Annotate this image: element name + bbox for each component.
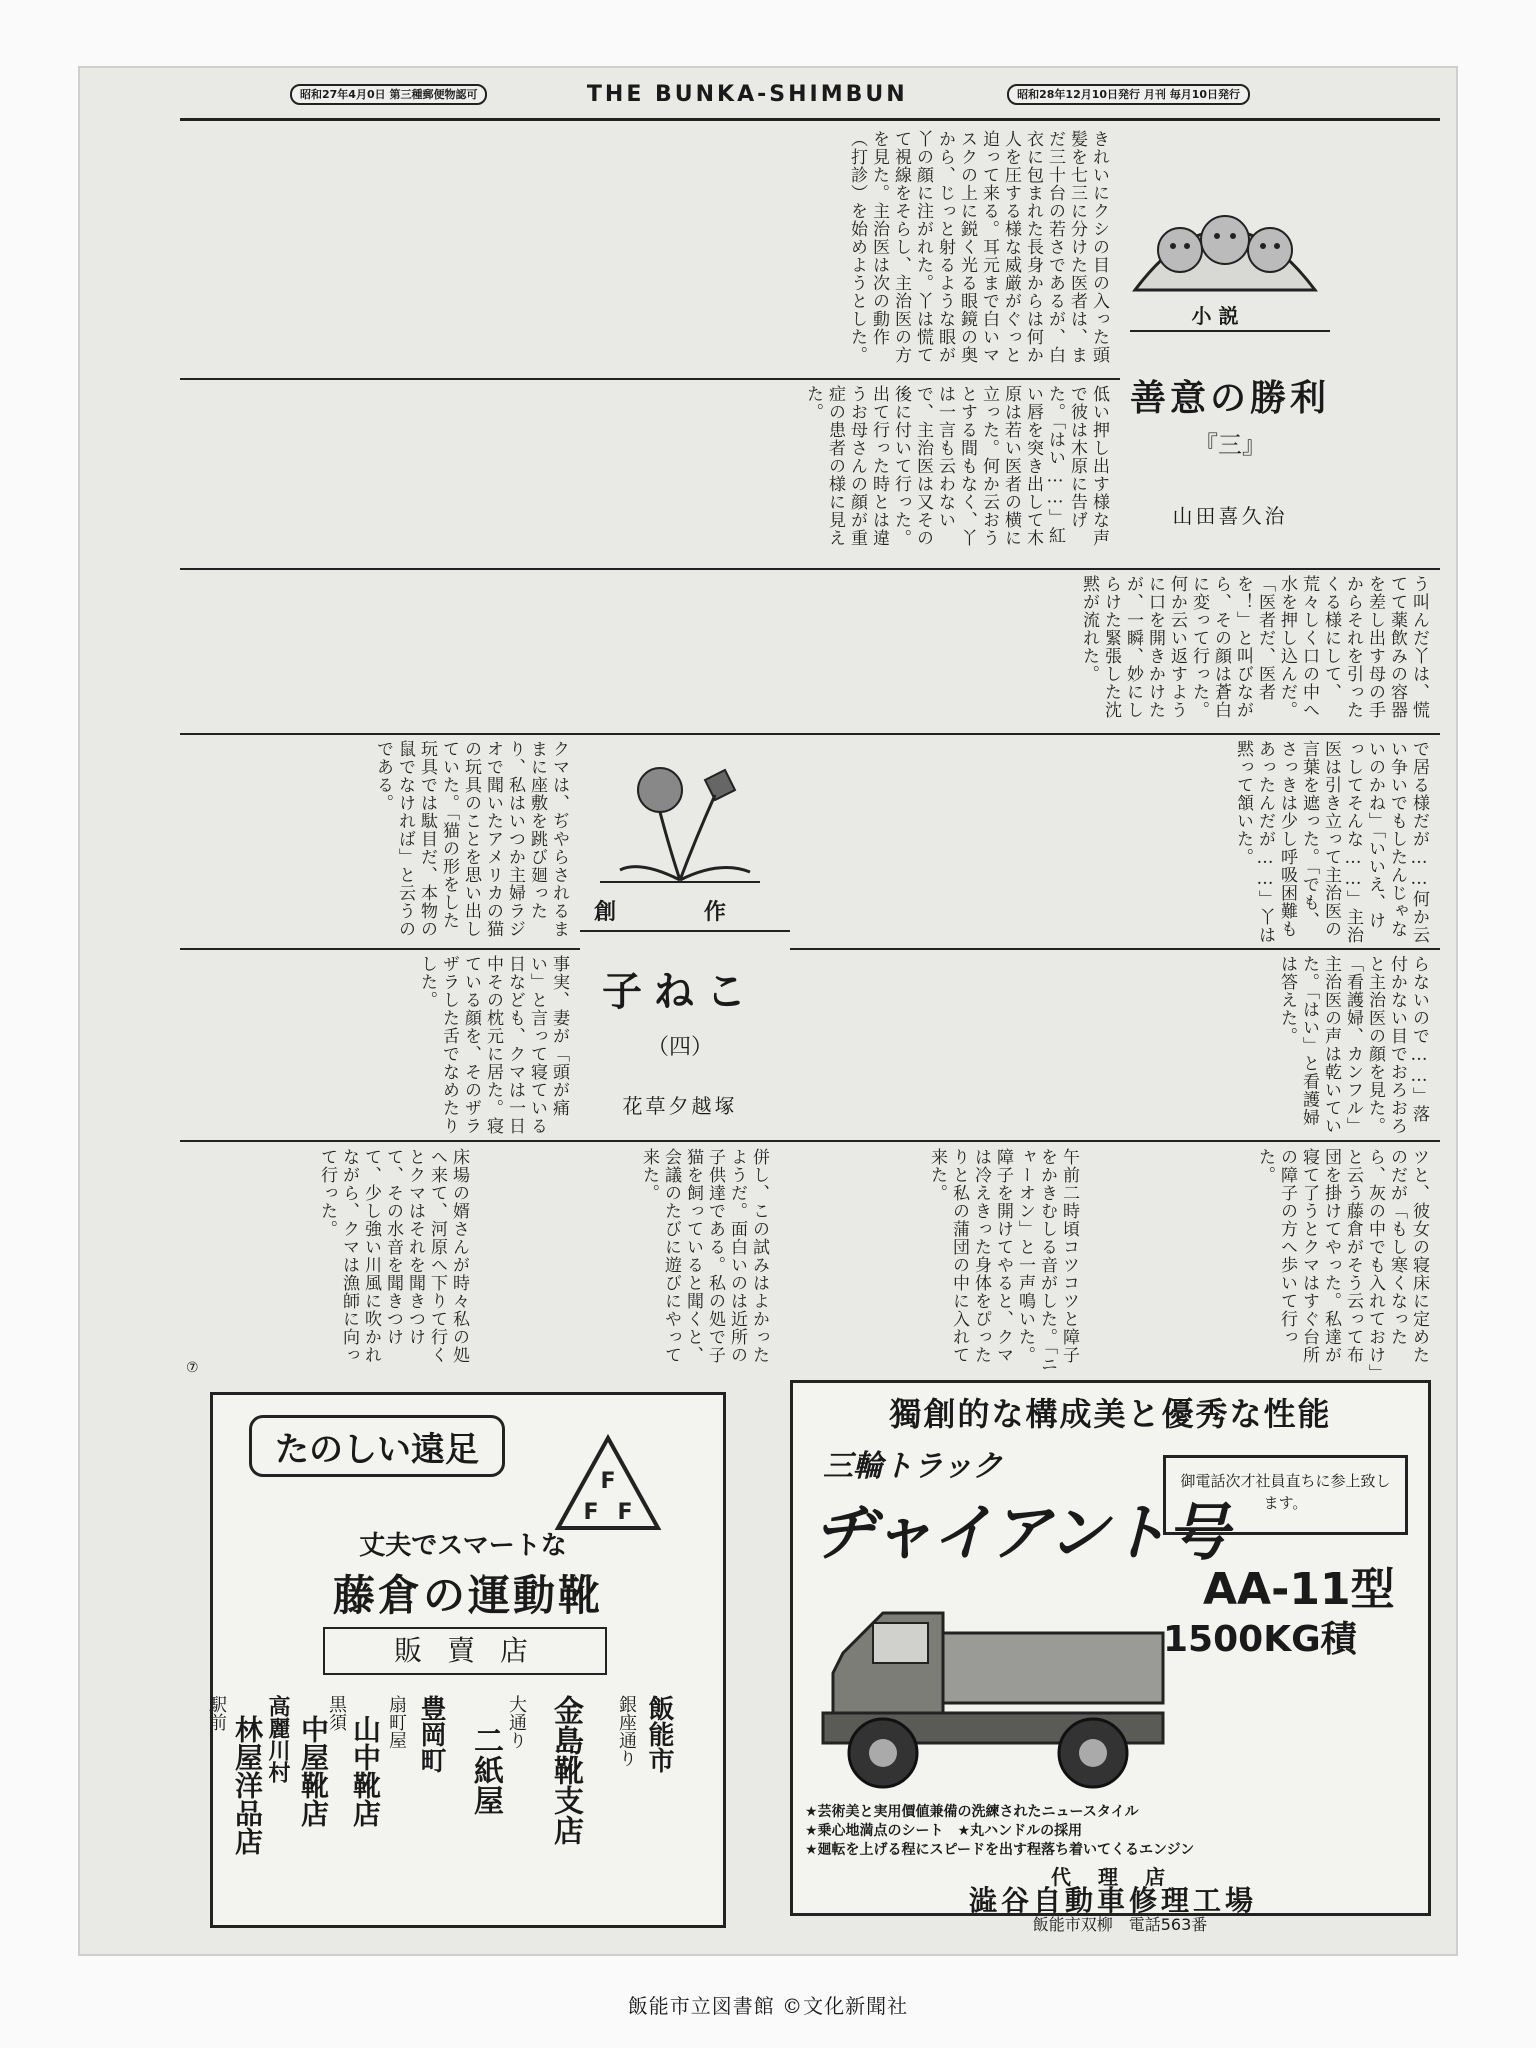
ad-left-headline: たのしい遠足: [249, 1415, 505, 1477]
column-rule: [180, 568, 1440, 570]
store-name: 山中靴店: [349, 1715, 382, 1827]
masthead-left-box: 昭和27年4月0日 第三種郵便物認可: [290, 84, 487, 105]
story2-part: （四）: [646, 1035, 713, 1060]
svg-text:F: F: [583, 1500, 599, 1525]
ad-right-model: AA-11型: [1203, 1564, 1395, 1615]
story2-title-rule: [580, 930, 790, 932]
story1-column-row-2: 低い押し出す様な声で彼は木原に告げた。「はい……」紅い唇を突き出して木原は若い医者の横に立った。何か云おうとする間もなく、丫は一言も云わないで、主治医は又その後に付いて行った。出て行った時とは違うお母さんの顔が重症の患者の様に見えた。: [803, 385, 1109, 547]
flower-illustration: [580, 750, 780, 890]
store-name: 二紙屋: [468, 1725, 503, 1815]
store-area: 高麗川村: [265, 1695, 291, 1783]
svg-text:F: F: [600, 1469, 616, 1494]
store-name: 林屋洋品店: [231, 1715, 264, 1855]
story1-column-row-4: で居る様だが……何か云い争いでもしたんじゃないのかね」「いいえ、けっしてそんな……」主治医は引き立って主治医の言葉を遮った。「でも、さっきは少し呼吸困難もあったんだが……」丫は黙って頷いた。: [1233, 740, 1429, 944]
masthead-title: THE BUNKA-SHIMBUN: [586, 81, 908, 107]
story2-author: 花草夕越塚: [622, 1094, 738, 1118]
story2-section-label: 創 作: [594, 899, 766, 925]
story1-column-row-3: う叫んだ丫は、慌てて薬飲みの容器を差し出す母の手からそれを引ったくる様にして、荒々しく口の中へ水を押し込んだ。「医者だ、医者を！」と叫びながら、その顔は蒼白に変って行った。何か云い返すように口を開きかけたが、一瞬、妙にしらけた緊張した沈黙が流れた。: [1079, 575, 1429, 719]
fff-logo-icon: [553, 1433, 663, 1533]
feature-line: ★芸術美と実用價値兼備の洗練されたニュースタイル: [805, 1804, 1139, 1820]
column-rule: [180, 733, 1440, 735]
ad-right-address: 飯能市双柳 電話563番: [1032, 1915, 1208, 1934]
svg-text:F: F: [617, 1500, 633, 1525]
ad-right-agent-label: 代 理 店: [1051, 1865, 1175, 1889]
store-area: 豊岡町: [416, 1695, 446, 1773]
ad-left-product: 藤倉の運動靴: [332, 1571, 603, 1620]
ad-fujikura-shoes: [206, 1392, 726, 1928]
ad-right-features: [805, 1803, 1415, 1860]
store-area: 大通り: [506, 1695, 527, 1749]
column-rule: [180, 1140, 1440, 1142]
story1-section-label: 小 説: [1191, 304, 1239, 328]
store-area: 銀座通り: [616, 1695, 637, 1767]
story2-column-row-5: 床場の婿さんが時々私の処へ来て、河原へ下りて行くとクマはそれを聞きつけて、その水音を聞きつけて、少し強い川風に吹かれながら、クマは漁師に向って行った。: [317, 1148, 469, 1364]
store-area: 扇町屋: [386, 1695, 407, 1749]
ad-giant-truck: [790, 1380, 1431, 1916]
store-area: 黒須: [326, 1695, 347, 1731]
ad-right-phone-note: 御電話次才社員直ちに参上致します。: [1163, 1455, 1408, 1535]
ad-right-agent-name: 澁谷自動車修理工場: [968, 1884, 1257, 1917]
story1-author: 山田喜久治: [1172, 504, 1288, 528]
story1-part: 『三』: [1194, 431, 1266, 459]
feature-line: ★乗心地満点のシート ★丸ハンドルの採用: [805, 1823, 1083, 1839]
story2-column-row-3: 午前二時頃コツコツと障子をかきむしる音がした。「ニャーオン」と一声鳴いた。障子を開けてやると、クマは冷えきった身体をぴったりと私の蒲団の中に入れて来た。: [927, 1148, 1079, 1374]
ad-left-subline: 丈夫でスマートな: [359, 1531, 567, 1561]
story2-column-row-4: 併し、この試みはよかったようだ。面白いのは近所の子供達である。私の処で子猫を飼っていると聞くと、会議のたびに遊びにやって来た。: [639, 1148, 769, 1364]
feature-line: ★廻転を上げる程にスピードを出す程落ち着いてくるエンジン: [805, 1842, 1195, 1858]
masthead: [290, 74, 1250, 114]
ad-right-capacity: 1500KG積: [1163, 1619, 1357, 1660]
story1-column-row-5: らないので……」落付かない目でおろおろと主治医の顔を見た。「看護婦、カンフル」主治医の声は乾いていた。「はい」と看護婦は答えた。: [1277, 955, 1429, 1135]
story1-title-rule: [1130, 330, 1330, 332]
footer-credit: 飯能市立図書館 ©文化新聞社: [627, 1994, 909, 2018]
ad-right-product-type: 三輪トラック: [823, 1449, 1003, 1484]
page-number: ⑦: [186, 1360, 199, 1376]
column-rule: [790, 948, 1440, 950]
ad-right-headline: 獨創的な構成美と優秀な性能: [889, 1395, 1332, 1433]
story1-column-row-1: きれいにクシの目の入った頭髪を七三に分けた医者は、まだ三十台の若さであるが、白衣に包まれた長身からは何か人を圧する様な威厳がぐっと迫って来る。耳元まで白いマスクの上に鋭く光る眼鏡の奥から、じっと射るような眼が丫の顔に注がれた。丫は慌てて視線をそらし、主治医の方を見た。主治医は次の動作（打診）を始めようとした。: [847, 130, 1109, 364]
column-rule: [180, 948, 580, 950]
store-area: 駅前: [206, 1695, 227, 1731]
store-name: 中屋靴店: [297, 1715, 330, 1827]
story1-column-row-6: ツと、彼女の寝床に定めたのだが「もし寒くなったら、灰の中でも入れておけ」と云う藤倉がそう云って布団を掛けてやった。私達が寝て了うとクマはすぐ台所の障子の方へ歩いて行った。: [1255, 1148, 1429, 1374]
masthead-right-box: 昭和28年12月10日発行 月刊 毎月10日発行: [1007, 84, 1250, 105]
ad-right-product-name: ヂャイアント号: [813, 1496, 1227, 1569]
story2-column-row-1: クマは、ぢやらされるままに座敷を跳び廻ったり、私はいつか主婦ラジオで聞いたアメリカの猫の玩具のことを思い出していた。「猫の形をした玩具では駄目だ、本物の鼠でなければ」と云うのである。: [373, 740, 569, 938]
story2-title: 子ねこ: [602, 968, 758, 1015]
story2-column-row-2: 事実、妻が「頭が痛い」と言って寝ている日なども、クマは一日中その枕元に居た。寝ている顔を、そのザラザラした舌でなめたりした。: [417, 955, 569, 1135]
store-area: 飯能市: [644, 1695, 674, 1773]
story1-title: 善意の勝利: [1130, 377, 1331, 419]
ad-left-stores-label: 販 賣 店: [323, 1627, 607, 1675]
store-name: 金島靴支店: [548, 1695, 583, 1845]
truck-illustration: [803, 1593, 1173, 1803]
header-rule: [180, 118, 1440, 121]
column-rule: [180, 378, 1120, 380]
masks-illustration: [1125, 190, 1325, 300]
